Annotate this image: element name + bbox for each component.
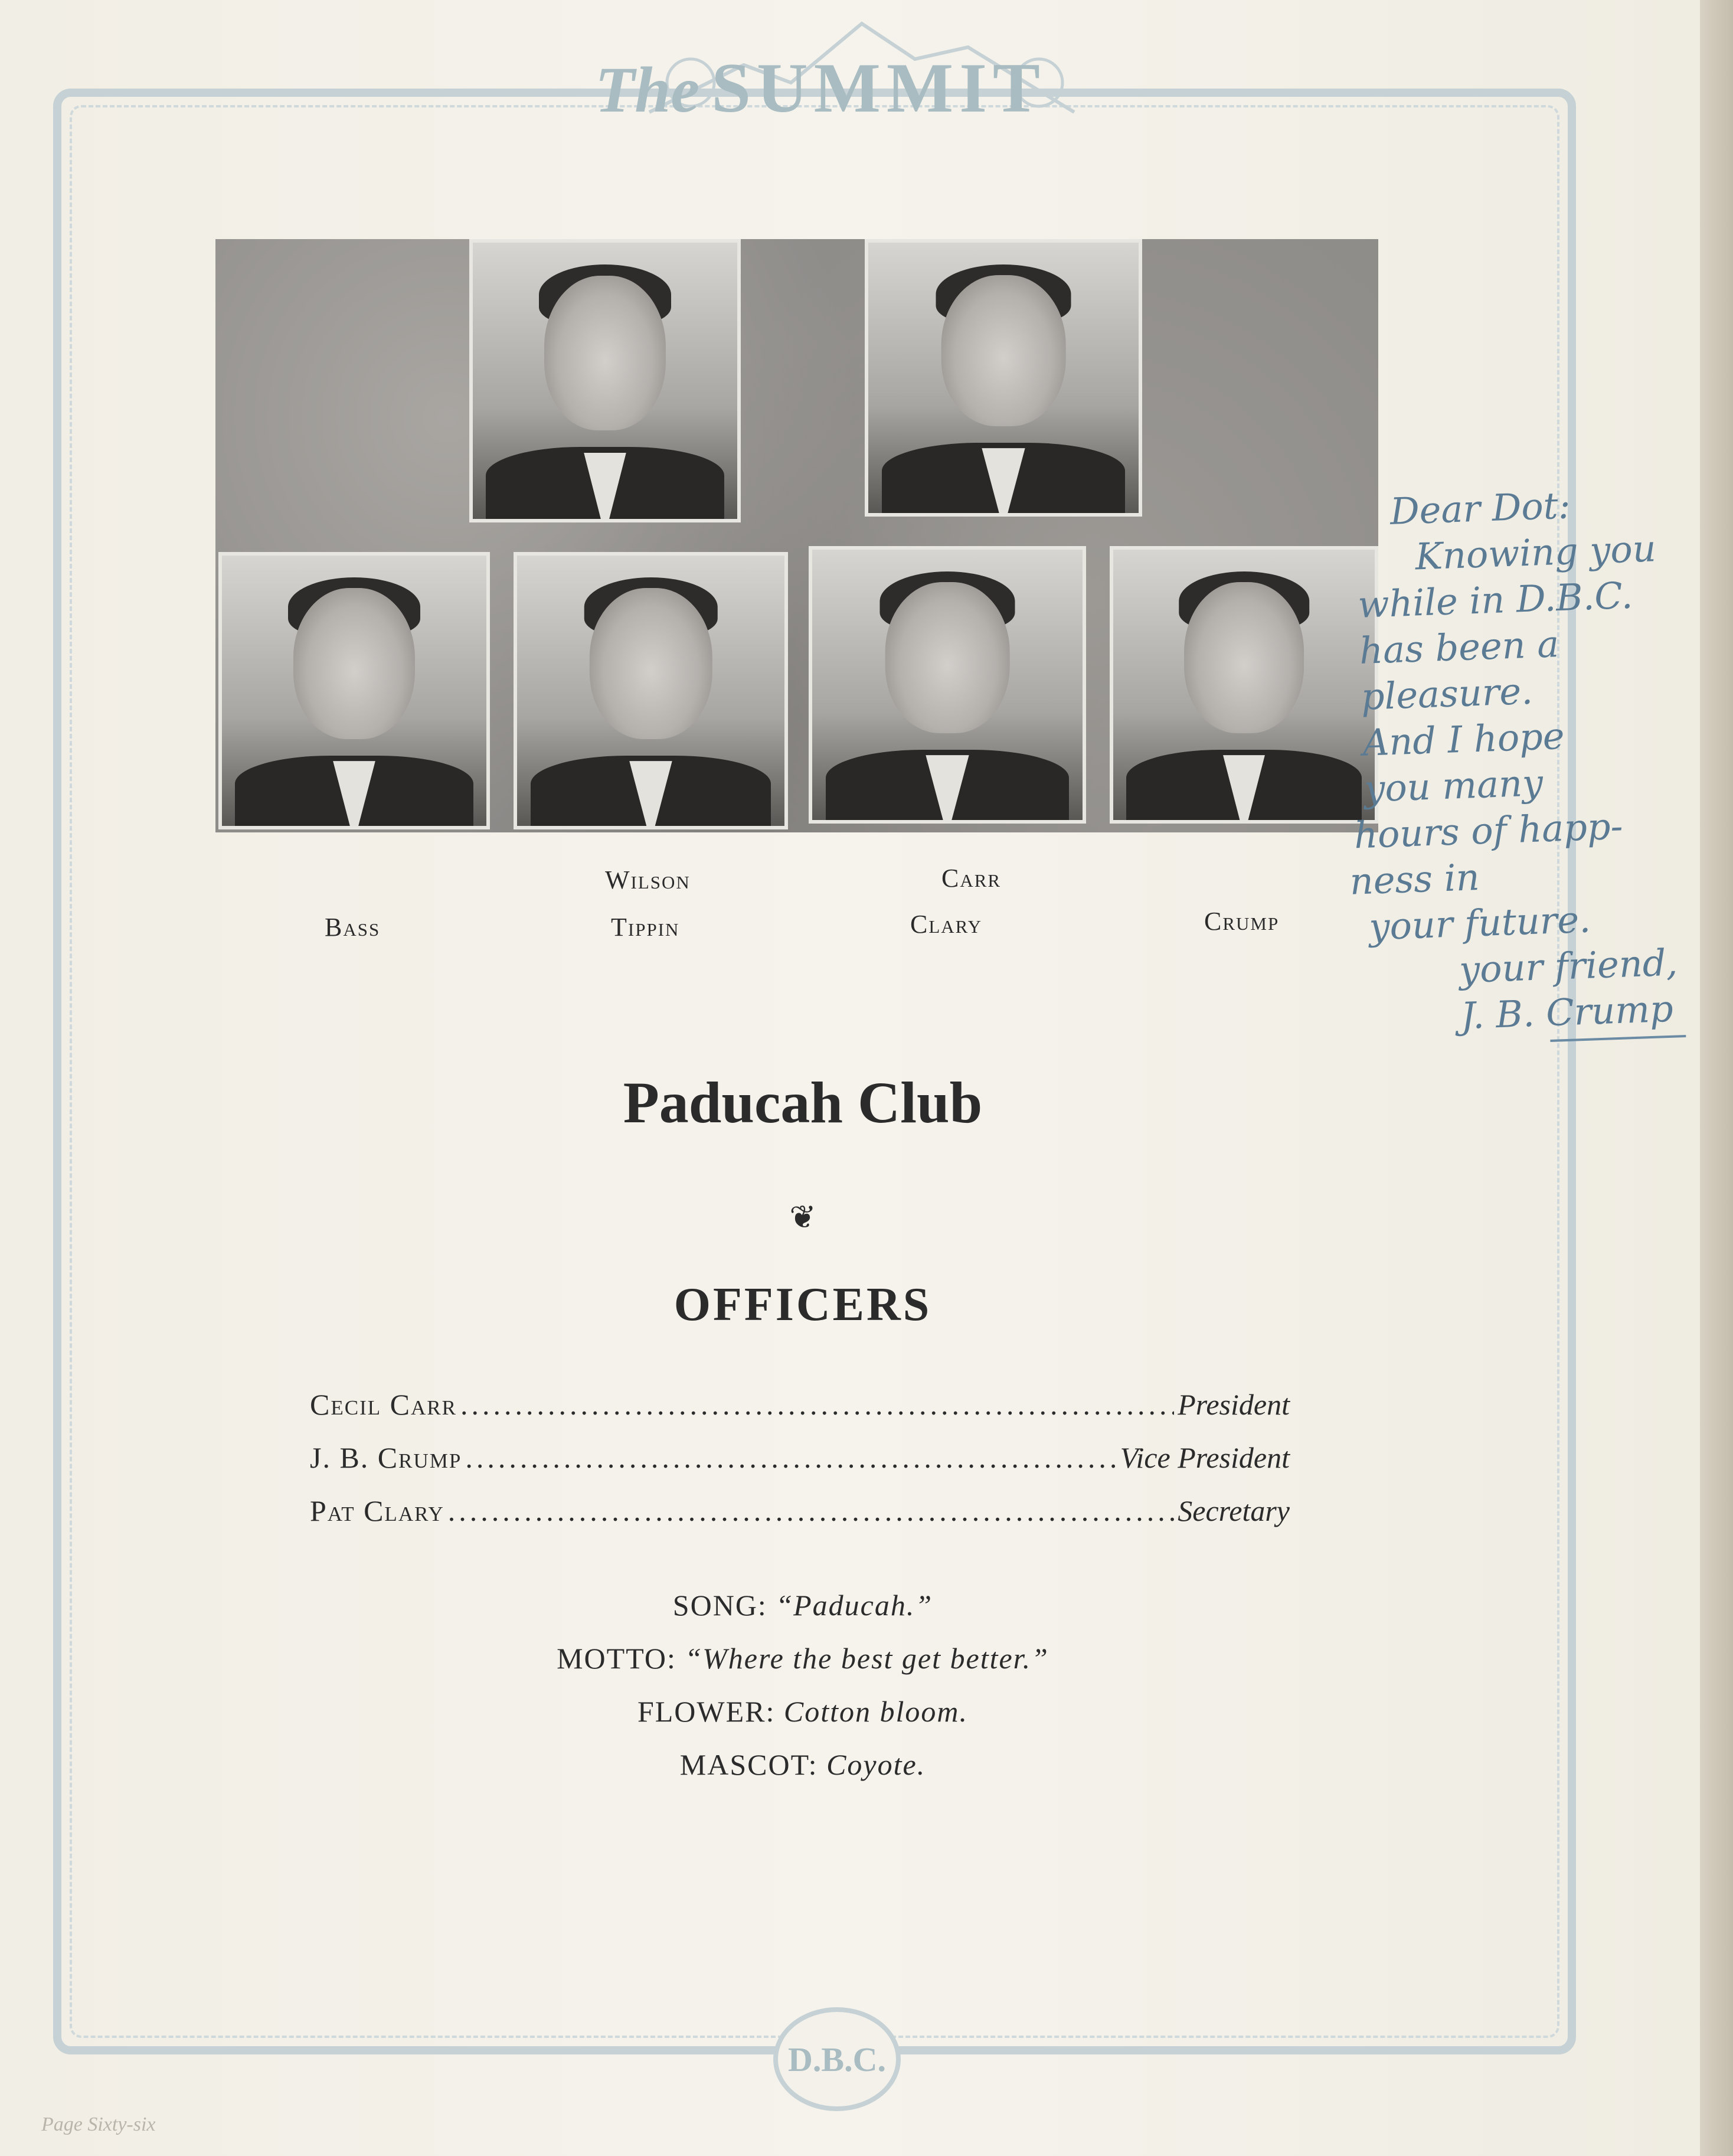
- caption-clary: Clary: [910, 910, 983, 939]
- info-song: [0, 1588, 1606, 1622]
- info-value: “Paducah.”: [776, 1589, 933, 1622]
- member-photo-bass: [218, 552, 490, 829]
- inscription-line: ness in: [1349, 855, 1480, 903]
- officer-name: J. B. Crump: [310, 1441, 462, 1474]
- caption-bass: Bass: [325, 913, 381, 942]
- inscription-line: has been a: [1358, 622, 1560, 672]
- member-photo-panel: [215, 239, 1378, 832]
- info-value: Cotton bloom.: [783, 1695, 969, 1728]
- yearbook-title: [0, 47, 1641, 129]
- page-number: Page Sixty-six: [41, 2113, 156, 2135]
- handwritten-inscription: [1349, 479, 1704, 1048]
- info-mascot: [0, 1747, 1606, 1782]
- title-the: The: [595, 54, 700, 126]
- inscription-line: your friend,: [1458, 940, 1679, 992]
- inscription-line: pleasure.: [1360, 669, 1533, 718]
- member-photo-carr: [865, 239, 1142, 517]
- title-summit: SUMMIT: [711, 48, 1046, 127]
- club-title: Paducah Club: [623, 1070, 983, 1135]
- info-motto: [0, 1641, 1606, 1675]
- officer-name: Cecil Carr: [310, 1388, 457, 1421]
- info-label: MASCOT:: [679, 1748, 818, 1781]
- info-value: Coyote.: [826, 1748, 926, 1781]
- member-photo-tippin: [514, 552, 788, 829]
- dot-leader: [465, 1440, 1116, 1475]
- officer-role: President: [1178, 1388, 1290, 1421]
- officer-name: Pat Clary: [310, 1494, 444, 1527]
- info-label: SONG:: [672, 1589, 767, 1622]
- dot-leader: [460, 1387, 1174, 1422]
- officer-row: [310, 1494, 1290, 1535]
- info-label: MOTTO:: [557, 1642, 676, 1675]
- officer-row: [310, 1387, 1290, 1429]
- caption-wilson: Wilson: [605, 865, 691, 894]
- caption-carr: Carr: [941, 864, 1002, 893]
- officer-role: Secretary: [1178, 1494, 1290, 1527]
- info-flower: [0, 1694, 1606, 1729]
- officers-heading: OFFICERS: [673, 1279, 932, 1331]
- book-spine: [1700, 0, 1733, 2156]
- caption-tippin: Tippin: [611, 913, 680, 942]
- dot-leader: [448, 1494, 1174, 1528]
- member-photo-wilson: [469, 239, 741, 522]
- officer-row: [310, 1440, 1290, 1482]
- ornament-icon: ❦: [789, 1200, 816, 1235]
- inscription-line: hours of happ-: [1353, 804, 1624, 857]
- inscription-line: And I hope: [1362, 714, 1565, 765]
- officer-role: Vice President: [1120, 1441, 1290, 1474]
- inscription-line: your future.: [1368, 897, 1591, 949]
- info-value: “Where the best get better.”: [685, 1642, 1049, 1675]
- member-photo-crump: [1110, 546, 1378, 824]
- member-photo-clary: [809, 546, 1086, 824]
- inscription-signature: J. B. Crump: [1460, 986, 1674, 1038]
- info-label: FLOWER:: [637, 1695, 776, 1728]
- inscription-line: Dear Dot:: [1389, 484, 1571, 533]
- inscription-line: you many: [1363, 761, 1544, 811]
- inscription-line: Knowing you: [1414, 527, 1657, 579]
- inscription-line: while in D.B.C.: [1357, 573, 1634, 626]
- college-seal: D.B.C.: [773, 2007, 901, 2111]
- caption-crump: Crump: [1204, 907, 1280, 936]
